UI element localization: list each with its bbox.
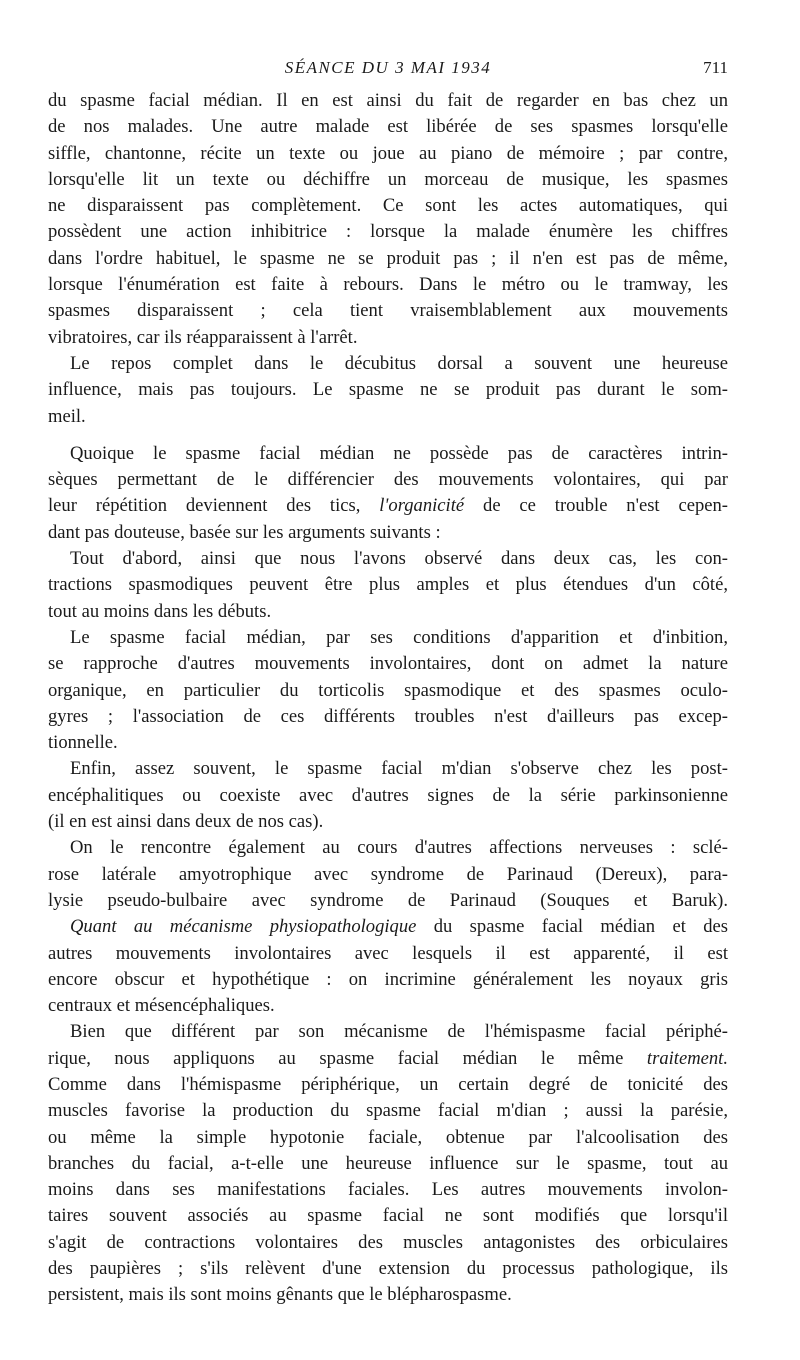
text-line: organique, en particulier du torticolis spasmodique et des spasmes oculo- xyxy=(48,679,728,701)
italic-term: traitement. xyxy=(646,1047,728,1069)
text-line: siffle, chantonne, récite un texte ou joue au piano de mémoire ; par contre, xyxy=(48,142,728,164)
text-line: rose latérale amyotrophique avec syndrome de Parinaud (Dereux), para- xyxy=(48,863,728,885)
text-line: lysie pseudo-bulbaire avec syndrome de Parinaud (Souques et Baruk). xyxy=(48,889,728,911)
text-line: meil. xyxy=(48,405,86,427)
text-line: Le repos complet dans le décubitus dorsal a souvent une heureuse xyxy=(70,352,728,374)
text-line: lorsqu'elle lit un texte ou déchiffre un morceau de musique, les spasmes xyxy=(48,168,728,190)
text-line: persistent, mais ils sont moins gênants que le blépharospasme. xyxy=(48,1284,512,1306)
text-line: tout au moins dans les débuts. xyxy=(48,600,272,622)
text-line: lorsque l'énumération est faite à rebours. Dans le métro ou le tramway, les xyxy=(48,274,728,296)
text-line: encéphalitiques ou coexiste avec d'autres signes de la série parkinsonienne xyxy=(48,784,728,806)
running-title: SÉANCE DU 3 MAI 1934 xyxy=(284,58,492,77)
page-number: 711 xyxy=(703,58,728,77)
paragraph xyxy=(48,88,728,351)
text-line: Enfin, assez souvent, le spasme facial m'dian s'observe chez les post- xyxy=(70,758,728,780)
body-text xyxy=(48,88,728,1309)
text-line xyxy=(48,914,728,940)
paragraph xyxy=(48,756,728,835)
text-line: Comme dans l'hémispasme périphérique, un certain degré de tonicité des xyxy=(48,1073,728,1095)
text-run: rique, nous appliquons au spasme facial médian le même xyxy=(48,1047,624,1069)
paragraph xyxy=(48,625,728,756)
paragraph xyxy=(48,441,728,546)
text-line: Le spasme facial médian, par ses conditions d'apparition et d'inbition, xyxy=(70,626,728,648)
text-line: (il en est ainsi dans deux de nos cas). xyxy=(48,811,324,833)
text-line: s'agit de contractions volontaires des muscles antagonistes des orbiculaires xyxy=(48,1231,728,1253)
text-line: dant pas douteuse, basée sur les arguments suivants : xyxy=(48,521,441,543)
text-line: On le rencontre également au cours d'autres affections nerveuses : sclé- xyxy=(70,837,728,859)
text-line: taires souvent associés au spasme facial ne sont modifiés que lorsqu'il xyxy=(48,1205,728,1227)
text-line: muscles favorise la production du spasme facial m'dian ; aussi la parésie, xyxy=(48,1100,728,1122)
text-line: se rapproche d'autres mouvements involontaires, dont on admet la nature xyxy=(48,653,728,675)
text-line xyxy=(48,493,728,519)
text-run: leur répétition deviennent des tics, xyxy=(48,495,361,517)
text-line: branches du facial, a-t-elle une heureuse influence sur le spasme, tout au xyxy=(48,1152,728,1174)
text-line: influence, mais pas toujours. Le spasme ne se produit pas durant le som- xyxy=(48,379,728,401)
text-line: Bien que différent par son mécanisme de l'hémispasme facial périphé- xyxy=(70,1021,728,1043)
text-line: spasmes disparaissent ; cela tient vraisemblablement aux mouvements xyxy=(48,300,728,322)
text-line: ou même la simple hypotonie faciale, obtenue par l'alcoolisation des xyxy=(48,1126,728,1148)
page-header xyxy=(48,58,728,82)
text-line: Tout d'abord, ainsi que nous l'avons observé dans deux cas, les con- xyxy=(70,548,728,570)
text-line: Quoique le spasme facial médian ne possède pas de caractères intrin- xyxy=(70,442,728,464)
text-line: ne disparaissent pas complètement. Ce sont les actes automatiques, qui xyxy=(48,195,728,217)
text-line: tionnelle. xyxy=(48,732,118,754)
text-line: autres mouvements involontaires avec lesquels il est apparenté, il est xyxy=(48,942,728,964)
text-line: possèdent une action inhibitrice : lorsque la malade énumère les chiffres xyxy=(48,221,728,243)
text-line: centraux et mésencéphaliques. xyxy=(48,995,275,1017)
paragraph xyxy=(48,1019,728,1308)
italic-lead: Quant au mécanisme physiopathologique xyxy=(70,916,417,938)
text-run: de ce trouble n'est cepen- xyxy=(483,495,728,517)
text-line xyxy=(48,1046,728,1072)
text-line: gyres ; l'association de ces différents troubles n'est d'ailleurs pas excep- xyxy=(48,705,728,727)
paragraph xyxy=(48,914,728,1019)
text-line: des paupières ; s'ils relèvent d'une extension du processus pathologique, ils xyxy=(48,1258,728,1280)
text-line: tractions spasmodiques peuvent être plus amples et plus étendues d'un côté, xyxy=(48,574,728,596)
text-line: dans l'ordre habituel, le spasme ne se produit pas ; il n'en est pas de même, xyxy=(48,247,728,269)
text-line: de nos malades. Une autre malade est libérée de ses spasmes lorsqu'elle xyxy=(48,116,728,138)
italic-term: l'organicité xyxy=(379,495,465,517)
text-line: sèques permettant de le différencier des mouvements volontaires, qui par xyxy=(48,469,728,491)
text-line: moins dans ses manifestations faciales. Les autres mouvements involon- xyxy=(48,1179,728,1201)
paragraph xyxy=(48,835,728,914)
text-run: du spasme facial médian et des xyxy=(433,916,728,938)
text-line: encore obscur et hypothétique : on incrimine généralement les noyaux gris xyxy=(48,968,728,990)
paragraph xyxy=(48,351,728,430)
paragraph xyxy=(48,546,728,625)
text-line: du spasme facial médian. Il en est ainsi du fait de regarder en bas chez un xyxy=(48,90,728,111)
text-line: vibratoires, car ils réapparaissent à l'arrêt. xyxy=(48,326,358,348)
